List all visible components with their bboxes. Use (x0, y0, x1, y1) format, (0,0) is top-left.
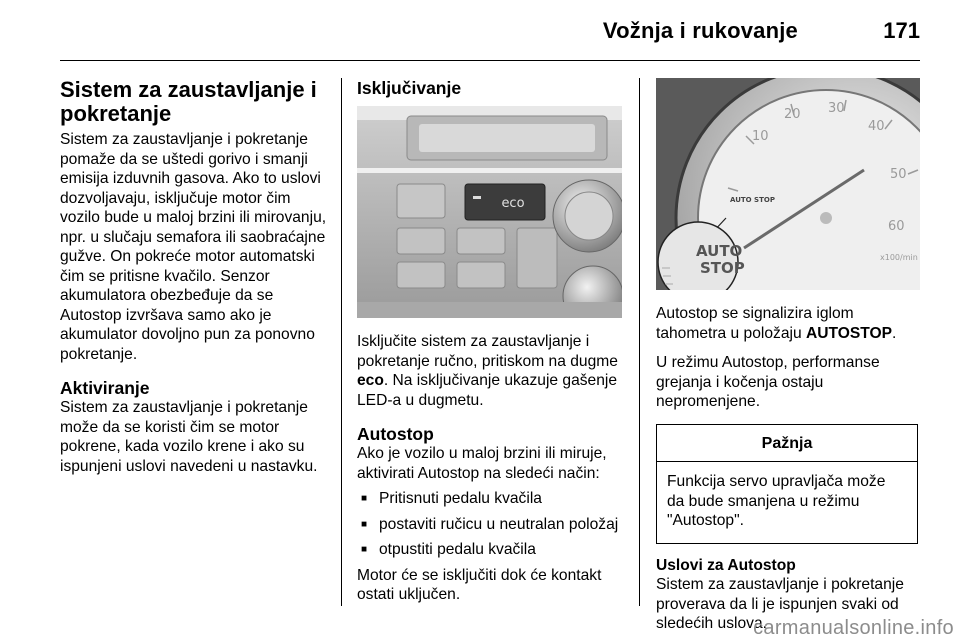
outro-paragraph: Motor će se isključiti dok će kontakt ostati uključen. (357, 566, 602, 603)
tick-label: 50 (890, 167, 907, 182)
bullet-square-icon: ■ (361, 493, 368, 504)
intro-paragraph: Sistem za zaustavljanje i pokretanje pomaže da se uštedi gorivo i smanji emisija izduvnih gasova. Ako to uslovi dozvoljavaju, isključuje motor čim vozilo bude u maloj brzini ili mirovanju, npr. u slučaju semafora ili saobraćajne gužve. On pokreće motor automatski čim se pritisne kvačilo. Senzor akumulatora obezbeđuje da se Autostop izvršava samo ako je akumulator dovoljno pun za ponovno pokretanje. (60, 131, 327, 363)
tick-label: 60 (888, 219, 905, 234)
list-item-text: Pritisnuti pedalu kvačila (379, 490, 542, 507)
list-item (357, 489, 627, 509)
list-item-text: otpustiti pedalu kvačila (379, 541, 536, 558)
autostop-mark-large-line2: STOP (700, 259, 745, 277)
autostop-paragraph: Ako je vozilo u maloj brzini ili miruje, aktivirati Autostop na sledeći način: (357, 445, 607, 482)
column-divider-1 (341, 78, 342, 606)
conditions-heading: Uslovi za Autostop (656, 556, 796, 574)
header-divider (60, 60, 920, 61)
activation-paragraph: Sistem za zaustavljanje i pokretanje može da se koristi čim se motor pokrene, kada vozilo krene i ako su ispunjeni uslovi navedeni u nastavku. (60, 399, 318, 475)
indication-text-end: . (892, 324, 897, 342)
deactivation-paragraph (357, 332, 627, 410)
autostop-mark-small: AUTO STOP (730, 196, 775, 204)
subsection-heading-autostop: Autostop (357, 424, 434, 444)
column-2 (357, 78, 627, 605)
bullet-square-icon: ■ (361, 518, 368, 530)
running-header-title: Vožnja i rukovanje (602, 18, 798, 43)
column-1 (60, 78, 332, 476)
tachometer-figure (656, 78, 920, 290)
tick-label: 30 (828, 101, 845, 116)
performance-paragraph: U režimu Autostop, performanse grejanja i kočenja ostaju nepromenjene. (656, 354, 880, 410)
indication-text-start: Autostop se signalizira iglom tahometra u položaju (656, 305, 854, 342)
eco-keyword: eco (357, 372, 384, 389)
subsection-heading-activation: Aktiviranje (60, 378, 150, 398)
eco-button-label: eco (501, 196, 525, 211)
deactivation-text-start: Isključite sistem za zaustavljanje i pokretanje ručno, pritiskom na dugme (357, 333, 618, 370)
caution-text: Funkcija servo upravljača može da bude smanjena u režimu "Autostop". (667, 473, 886, 529)
watermark: carmanualsonline.info (753, 617, 954, 639)
list-item-text: postaviti ručicu u neutralan položaj (379, 515, 619, 533)
eco-button-figure (357, 106, 622, 318)
page-number: 171 (883, 18, 920, 43)
tick-label: 20 (784, 107, 801, 122)
tick-label: 40 (868, 119, 885, 134)
bullet-square-icon: ■ (361, 544, 368, 555)
tick-label: 10 (752, 129, 769, 144)
caution-box (656, 424, 918, 544)
subsection-heading-deactivation: Isključivanje (357, 78, 462, 98)
list-item (357, 515, 627, 535)
rpm-unit-label: x100/min (880, 253, 918, 262)
autostop-indication-paragraph (656, 304, 920, 343)
autostop-mark-large-line1: AUTO (696, 242, 743, 260)
list-item (357, 540, 627, 560)
section-heading: Sistem za zaustavljanje i pokretanje (60, 77, 317, 126)
deactivation-text-end: . Na isključivanje ukazuje gašenje LED-a u dugmetu. (357, 372, 618, 409)
caution-title: Pažnja (657, 425, 917, 463)
autostop-keyword: AUTOSTOP (805, 324, 893, 342)
conditions-paragraph: Sistem za zaustavljanje i pokretanje proverava da li je ispunjen svaki od sledećih uslova. (656, 576, 904, 632)
column-divider-2 (639, 78, 640, 606)
column-3 (656, 78, 920, 634)
